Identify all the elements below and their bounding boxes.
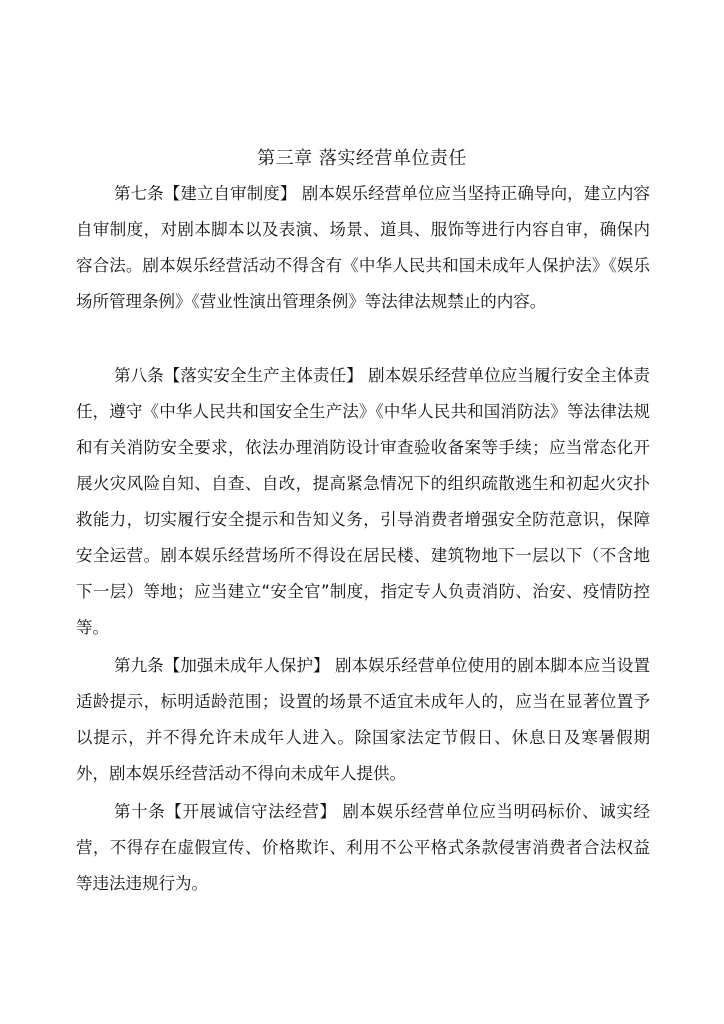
chapter-title: 第三章 落实经营单位责任 bbox=[257, 148, 467, 169]
article-10: 第十条【开展诚信守法经营】 剧本娱乐经营单位应当明码标价、诚实经营，不得存在虚假宣传、价格欺诈、利用不公平格式条款侵害消费者合法权益等违法违规行为。 bbox=[76, 802, 650, 893]
article-7: 第七条【建立自审制度】 剧本娱乐经营单位应当坚持正确导向，建立内容自审制度，对剧本脚本以及表演、场景、道具、服饰等进行内容自审，确保内容合法。剧本娱乐经营活动不得含有《中华人民共和国未成年人保护法》《娱乐场所管理条例》《营业性演出管理条例》等法律法规禁止的内容。 bbox=[76, 184, 650, 311]
article-8: 第八条【落实安全生产主体责任】 剧本娱乐经营单位应当履行安全主体责任，遵守《中华人民共和国安全生产法》《中华人民共和国消防法》等法律法规和有关消防安全要求，依法办理消防设计审查验收备案等手续；应当常态化开展火灾风险自知、自查、自改，提高紧急情况下的组织疏散逃生和初起火灾扑救能力，切实履行安全提示和告知义务，引导消费者增强安全防范意识，保障安全运营。剧本娱乐经营场所不得设在居民楼、建筑物地下一层以下（不含地下一层）等地；应当建立“安全官”制度，指定专人负责消防、治安、疫情防控等。 bbox=[76, 366, 650, 637]
article-9: 第九条【加强未成年人保护】 剧本娱乐经营单位使用的剧本脚本应当设置适龄提示，标明适龄范围；设置的场景不适宜未成年人的，应当在显著位置予以提示，并不得允许未成年人进入。除国家法定节假日、休息日及寒暑假期外，剧本娱乐经营活动不得向未成年人提供。 bbox=[76, 656, 650, 783]
